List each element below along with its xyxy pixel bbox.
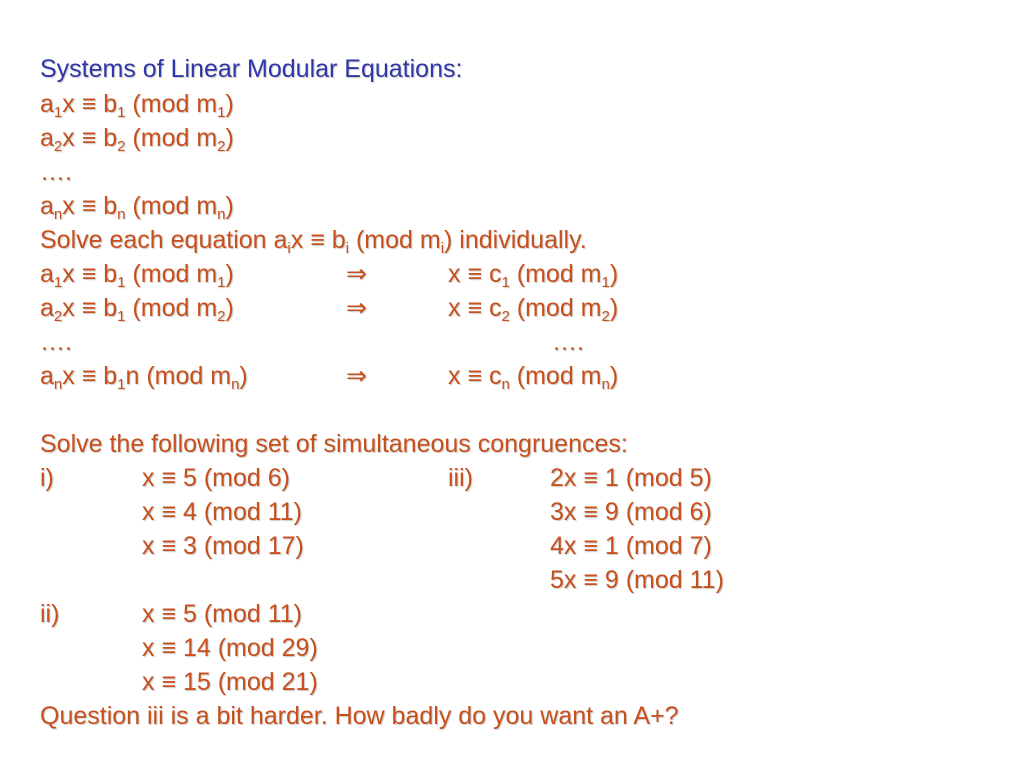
system-equation-n: $a_nx \equiv b_n$ (mod $m_n$) [40,192,234,223]
individual-row-2 [40,291,619,325]
row-left: $a_2x \equiv b_1$ (mod $m_2$) [40,294,234,325]
row-left: $a_1x \equiv b_1$ (mod $m_1$) [40,260,234,291]
problem-ii-label: ii) [40,600,60,628]
problem-iii-eq-4: 5x ≡ 9 (mod 11) [550,566,724,594]
system-equation-2: $a_2x \equiv b_2$ (mod $m_2$) [40,124,234,155]
system-ellipsis: …. [40,158,72,186]
individual-row-1 [40,257,619,291]
system-equation-1: $a_1x \equiv b_1$ (mod $m_1$) [40,90,234,121]
solve-each-text: Solve each equation $a_ix \equiv b_i$ (mod $m_i$) individually. [40,226,587,257]
problem-i-eq-3: x ≡ 3 (mod 17) [142,532,304,560]
problem-i-eq-1: x ≡ 5 (mod 6) [142,464,290,492]
problem-i-label: i) [40,464,54,492]
problem-ii-eq-3: x ≡ 15 (mod 21) [142,668,318,696]
row-right: $x \equiv c_n$ (mod $m_n$) [448,362,619,393]
problem-i-eq-2: x ≡ 4 (mod 11) [142,498,303,526]
implies-arrow: ⇒ [346,294,367,322]
problem-iii-label: iii) [448,464,473,492]
row-right: $x \equiv c_2$ (mod $m_2$) [448,294,619,325]
problem-iii-eq-2: 3x ≡ 9 (mod 6) [550,498,712,526]
slide-title: Systems of Linear Modular Equations: [40,55,463,83]
closing-question: Question iii is a bit harder. How badly do you want an A+? [40,702,679,730]
problem-iii-eq-1: 2x ≡ 1 (mod 5) [550,464,712,492]
problem-ii-eq-1: x ≡ 5 (mod 11) [142,600,303,628]
implies-arrow: ⇒ [346,260,367,288]
problem-row-5 [40,597,303,631]
row-left: $a_nx \equiv b_1n$ (mod $m_n$) [40,362,248,393]
individual-row-ellipsis: …. …. [40,328,584,356]
problems-heading: Solve the following set of simultaneous congruences: [40,430,628,458]
problem-iii-eq-3: 4x ≡ 1 (mod 7) [550,532,712,560]
individual-row-n [40,359,619,393]
problem-row-1 [40,461,712,495]
row-right: $x \equiv c_1$ (mod $m_1$) [448,260,619,291]
problem-ii-eq-2: x ≡ 14 (mod 29) [142,634,318,662]
implies-arrow: ⇒ [346,362,367,390]
